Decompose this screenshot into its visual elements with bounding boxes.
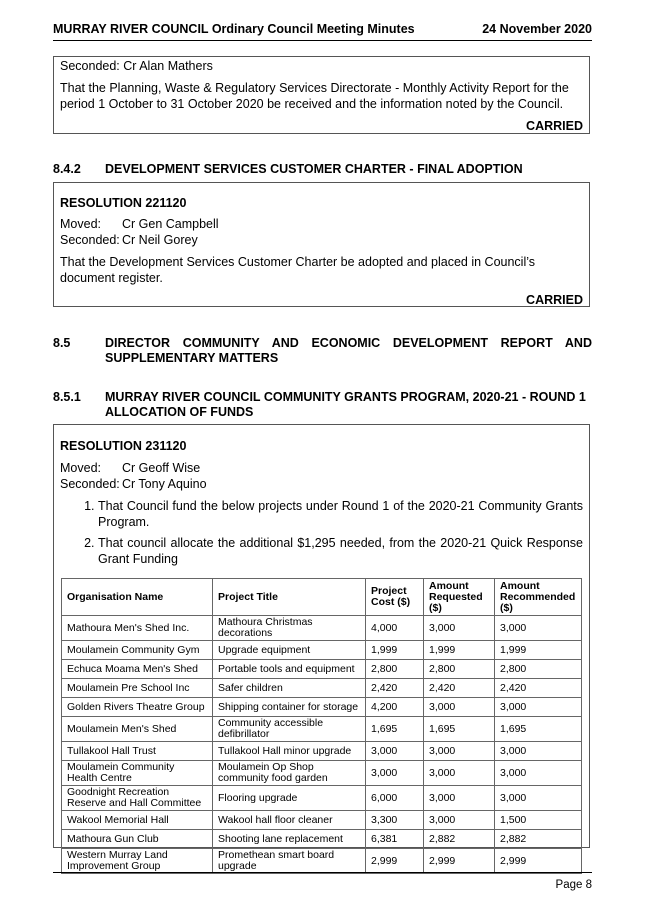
seconded-label: Seconded: [60, 233, 120, 247]
table-cell: 3,000 [424, 761, 495, 786]
table-row [62, 849, 582, 874]
moved-label: Moved: [60, 461, 101, 475]
grants-table [61, 578, 582, 874]
table-row [62, 698, 582, 717]
table-row [62, 679, 582, 698]
table-cell: Community accessible defibrillator [213, 717, 366, 742]
seconded-row [60, 476, 583, 492]
table-cell: 1,999 [495, 641, 582, 660]
seconded-value: Cr Tony Aquino [122, 477, 207, 491]
table-cell: Tullakool Hall Trust [62, 742, 213, 761]
table-cell: 6,381 [366, 830, 424, 849]
resolution-items [60, 498, 583, 567]
table-cell: Portable tools and equipment [213, 660, 366, 679]
section-title-line2: ALLOCATION OF FUNDS [105, 405, 254, 419]
table-cell: 3,000 [424, 742, 495, 761]
table-row [62, 786, 582, 811]
table-cell: 1,695 [366, 717, 424, 742]
section-title-line1: MURRAY RIVER COUNCIL COMMUNITY GRANTS PROGRAM, 2020-21 - ROUND 1 [105, 390, 586, 404]
table-cell: 1,999 [424, 641, 495, 660]
table-row [62, 742, 582, 761]
table-cell: Safer children [213, 679, 366, 698]
seconded-row [60, 232, 583, 248]
section-number: 8.5.1 [53, 390, 81, 404]
section-title-line1: DIRECTOR COMMUNITY AND ECONOMIC DEVELOPMENT REPORT AND [105, 336, 592, 350]
table-cell: Mathoura Christmas decorations [213, 616, 366, 641]
table-cell: Shooting lane replacement [213, 830, 366, 849]
table-row [62, 761, 582, 786]
carried-label: CARRIED [526, 119, 583, 133]
resolution-item: 1. That Council fund the below projects under Round 1 of the 2020-21 Community Grants Program. [98, 498, 583, 530]
previous-resolution-box [53, 56, 590, 134]
col-project-cost: Project Cost ($) [366, 579, 424, 616]
table-row [62, 660, 582, 679]
table-cell: 4,200 [366, 698, 424, 717]
table-cell: 2,999 [495, 849, 582, 874]
table-cell: Shipping container for storage [213, 698, 366, 717]
table-cell: Promethean smart board upgrade [213, 849, 366, 874]
table-cell: 2,800 [495, 660, 582, 679]
table-cell: 2,420 [366, 679, 424, 698]
moved-label: Moved: [60, 217, 101, 231]
moved-row [60, 460, 583, 476]
resolution-item: 2. That council allocate the additional $1,295 needed, from the 2020-21 Quick Response Grant Funding [98, 535, 583, 567]
resolution-text: That the Planning, Waste & Regulatory Services Directorate - Monthly Activity Report for the period 1 October to 31 October 2020 be received and the information noted by the Council. [60, 81, 569, 111]
table-cell: 2,800 [366, 660, 424, 679]
table-cell: 1,695 [495, 717, 582, 742]
table-cell: 3,000 [495, 698, 582, 717]
table-cell: Goodnight Recreation Reserve and Hall Committee [62, 786, 213, 811]
header-title: MURRAY RIVER COUNCIL Ordinary Council Meeting Minutes [53, 22, 415, 36]
resolution-title: RESOLUTION 221120 [60, 196, 187, 210]
section-number: 8.5 [53, 336, 71, 350]
table-cell: 4,000 [366, 616, 424, 641]
carried-label: CARRIED [526, 293, 583, 307]
table-body [62, 616, 582, 874]
table-cell: Mathoura Gun Club [62, 830, 213, 849]
table-cell: Western Murray Land Improvement Group [62, 849, 213, 874]
table-cell: 1,999 [366, 641, 424, 660]
table-cell: 6,000 [366, 786, 424, 811]
seconded-value: Cr Neil Gorey [122, 233, 198, 247]
table-cell: 3,000 [495, 786, 582, 811]
section-heading-8-5-1 [53, 390, 592, 420]
table-header-row [62, 579, 582, 616]
table-cell: 3,000 [366, 742, 424, 761]
moved-value: Cr Geoff Wise [122, 461, 201, 475]
table-cell: Golden Rivers Theatre Group [62, 698, 213, 717]
table-cell: 1,500 [495, 811, 582, 830]
resolution-221120-box [53, 182, 590, 307]
section-heading-8-4-2 [53, 162, 592, 177]
table-row [62, 641, 582, 660]
table-cell: 3,000 [366, 761, 424, 786]
table-cell: 2,882 [424, 830, 495, 849]
table-cell: Moulamein Op Shop community food garden [213, 761, 366, 786]
section-number: 8.4.2 [53, 162, 81, 176]
section-title [105, 336, 592, 366]
col-project-title: Project Title [213, 579, 366, 616]
table-cell: Moulamein Pre School Inc [62, 679, 213, 698]
resolution-title: RESOLUTION 231120 [60, 439, 187, 453]
seconded-label: Seconded: [60, 477, 120, 491]
table-cell: 3,000 [424, 811, 495, 830]
col-amount-recommended: Amount Recommended ($) [495, 579, 582, 616]
header-date: 24 November 2020 [482, 22, 592, 36]
seconded-line: Seconded: Cr Alan Mathers [60, 59, 213, 73]
section-title-line2: SUPPLEMENTARY MATTERS [105, 351, 279, 365]
table-row [62, 717, 582, 742]
table-cell: 2,882 [495, 830, 582, 849]
table-cell: Moulamein Community Health Centre [62, 761, 213, 786]
table-cell: 3,000 [424, 698, 495, 717]
table-cell: 3,000 [495, 761, 582, 786]
table-cell: Echuca Moama Men's Shed [62, 660, 213, 679]
table-cell: 3,000 [424, 786, 495, 811]
table-cell: 3,000 [495, 616, 582, 641]
table-cell: Moulamein Community Gym [62, 641, 213, 660]
section-heading-8-5 [53, 336, 592, 366]
table-cell: Tullakool Hall minor upgrade [213, 742, 366, 761]
table-cell: Wakool Memorial Hall [62, 811, 213, 830]
section-title: DEVELOPMENT SERVICES CUSTOMER CHARTER - FINAL ADOPTION [105, 162, 523, 176]
table-row [62, 830, 582, 849]
col-amount-requested: Amount Requested ($) [424, 579, 495, 616]
col-organisation: Organisation Name [62, 579, 213, 616]
page-footer [53, 872, 592, 891]
table-cell: Flooring upgrade [213, 786, 366, 811]
table-cell: Mathoura Men's Shed Inc. [62, 616, 213, 641]
table-cell: 2,420 [495, 679, 582, 698]
table-cell: 3,000 [495, 742, 582, 761]
moved-value: Cr Gen Campbell [122, 217, 219, 231]
table-cell: Wakool hall floor cleaner [213, 811, 366, 830]
moved-row [60, 216, 583, 232]
table-cell: Upgrade equipment [213, 641, 366, 660]
table-cell: 3,000 [424, 616, 495, 641]
table-cell: 2,800 [424, 660, 495, 679]
table-cell: 2,999 [366, 849, 424, 874]
page-number: Page 8 [555, 879, 592, 891]
table-row [62, 811, 582, 830]
table-cell: 2,999 [424, 849, 495, 874]
page-header [53, 22, 592, 41]
section-title [105, 390, 592, 420]
table-row [62, 616, 582, 641]
table-cell: 2,420 [424, 679, 495, 698]
resolution-text: That the Development Services Customer Charter be adopted and placed in Council’s document register. [60, 255, 536, 285]
table-cell: Moulamein Men's Shed [62, 717, 213, 742]
table-cell: 3,300 [366, 811, 424, 830]
table-cell: 1,695 [424, 717, 495, 742]
